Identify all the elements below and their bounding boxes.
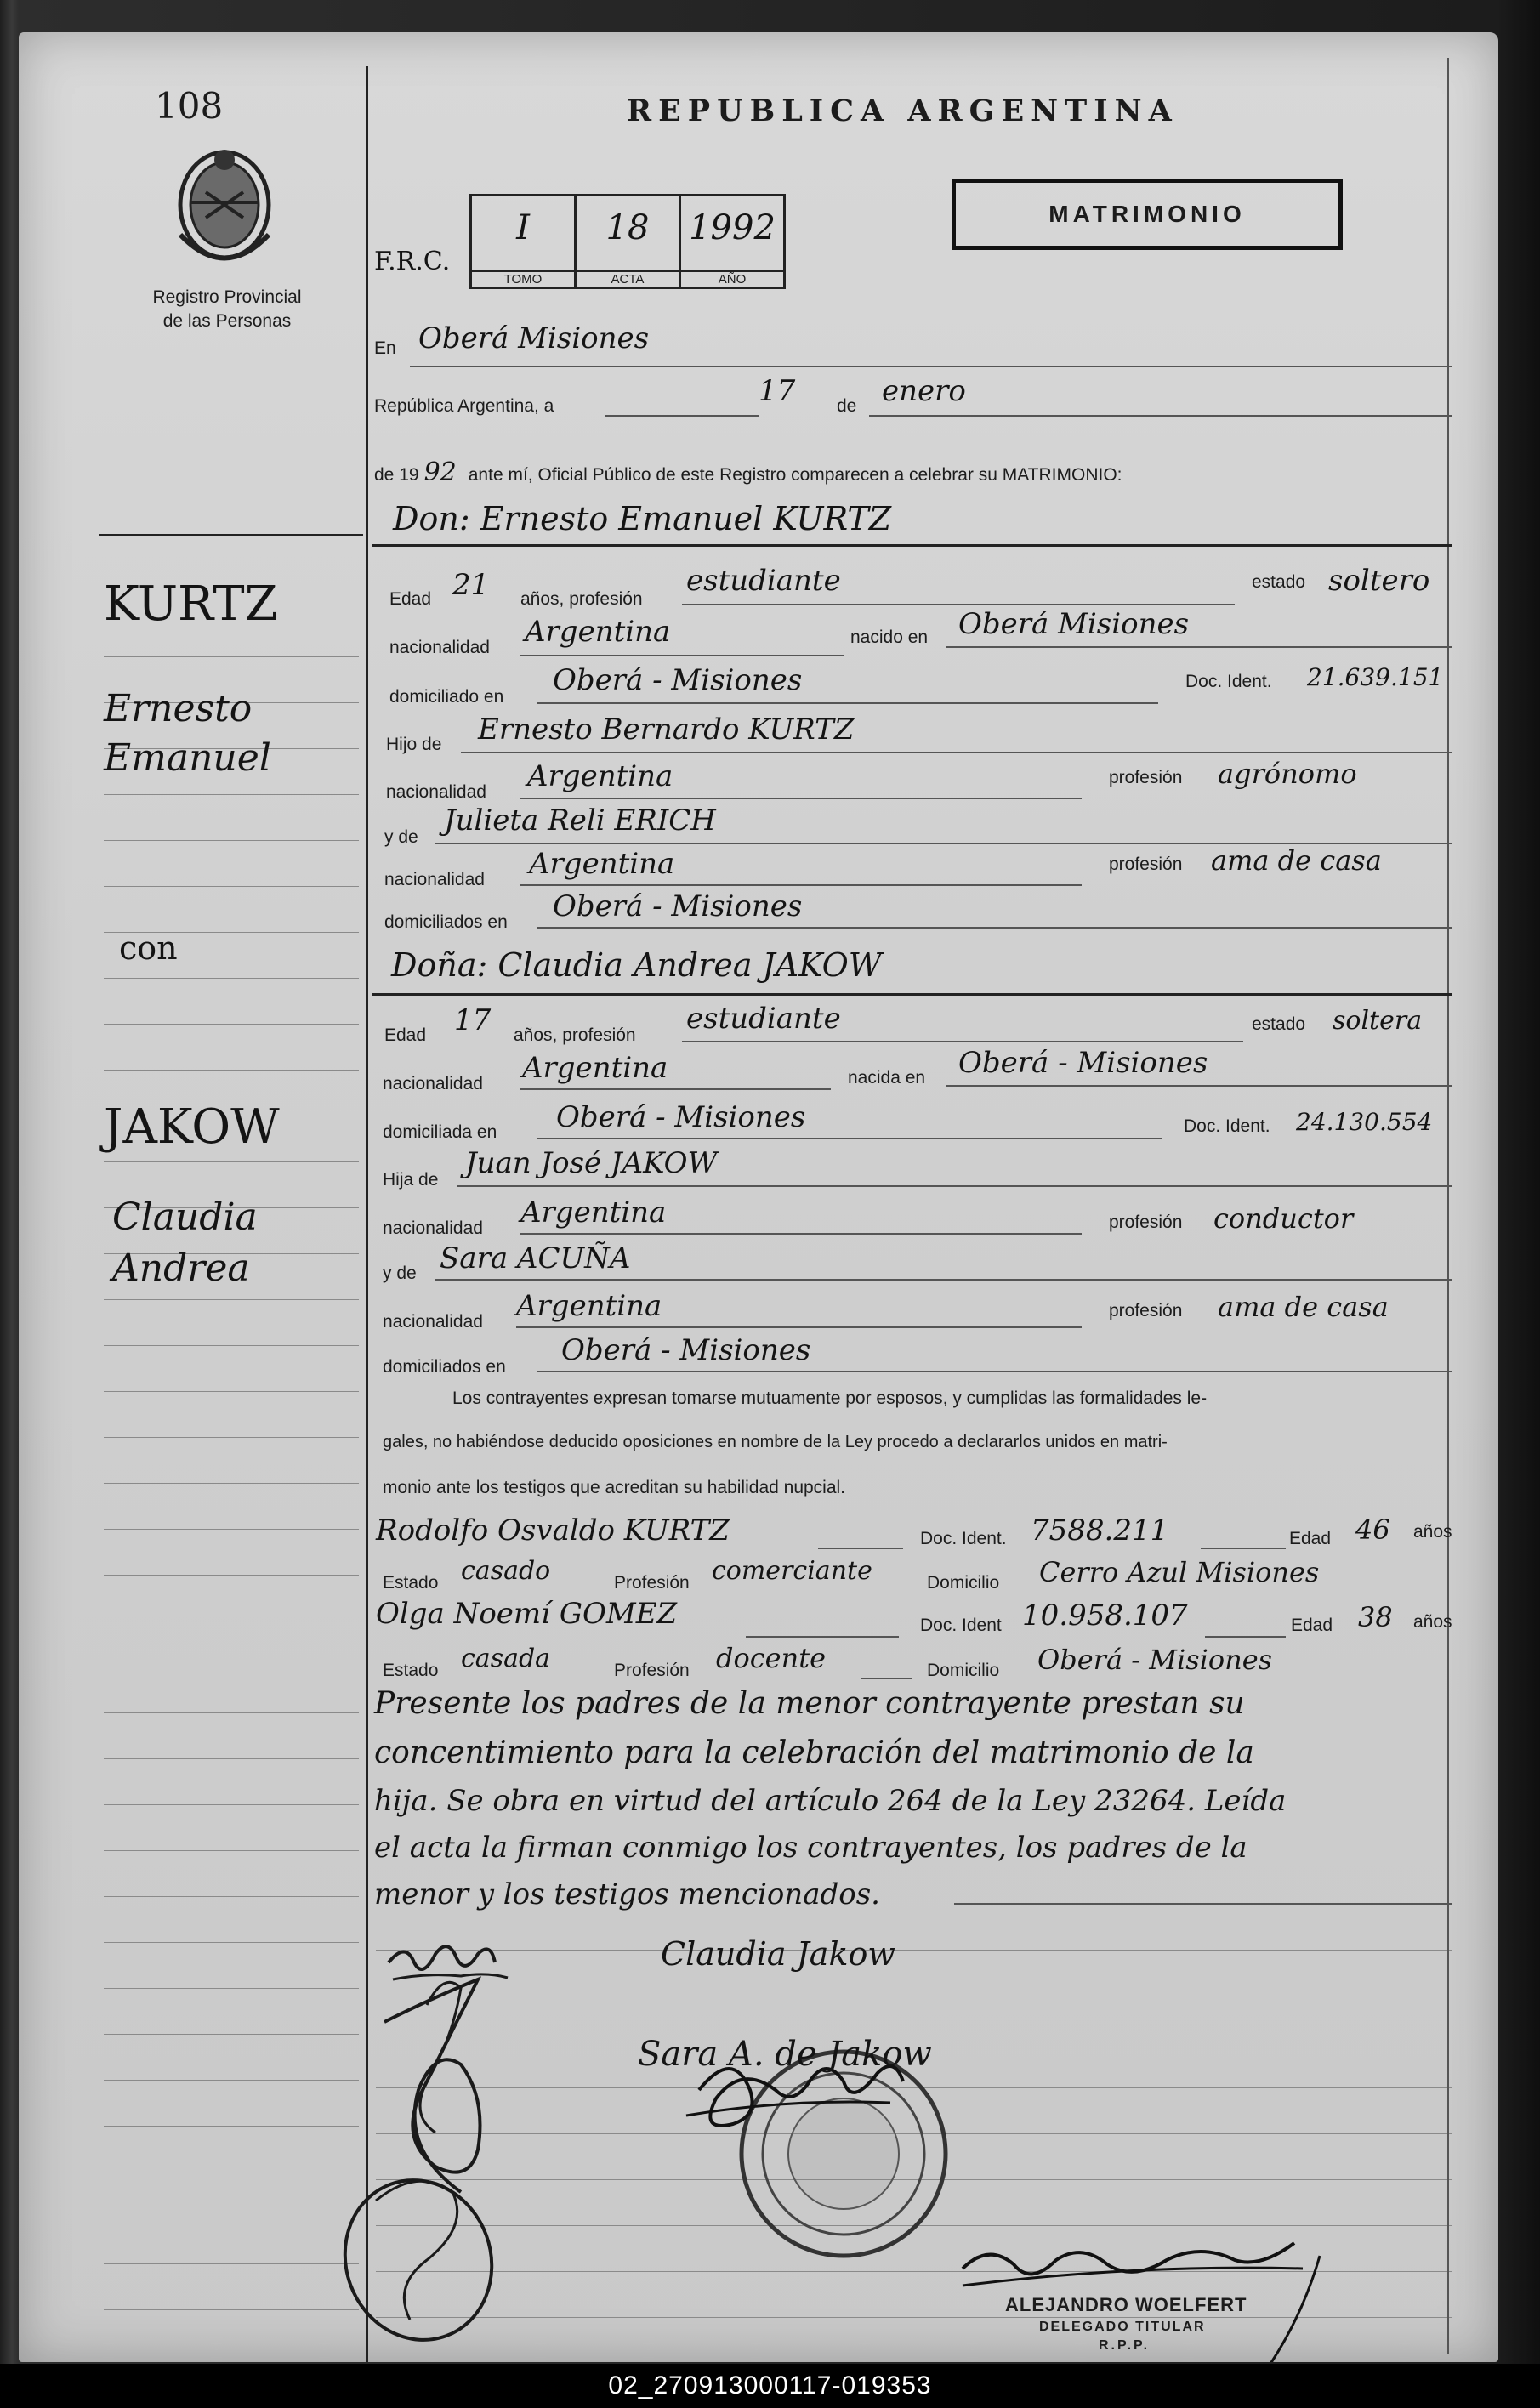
witness1-edad: 46 (1355, 1514, 1390, 1546)
tomo-label: TOMO (472, 270, 574, 287)
margin-bride-given-2: Andrea (112, 1247, 250, 1290)
groom-father-prof: agrónomo (1218, 758, 1357, 790)
observation-end-rule (954, 1903, 1452, 1905)
bride-anos-prof-label: años, profesión (514, 1025, 636, 1045)
bride-profesion: estudiante (686, 1002, 841, 1036)
bride-dom-label: domiciliada en (383, 1122, 497, 1142)
witness2-edad-label: Edad (1291, 1616, 1333, 1635)
margin-ruled-line (104, 1345, 359, 1346)
bride-parents-dom: Oberá - Misiones (561, 1333, 811, 1367)
margin-con: con (119, 929, 178, 967)
margin-ruled-line (104, 794, 359, 795)
bride-nac-label: nacionalidad (383, 1074, 483, 1093)
groom-father-rule (461, 752, 1452, 753)
margin-ruled-line (104, 978, 359, 979)
bride-edad: 17 (454, 1003, 492, 1037)
month-value: enero (882, 374, 966, 408)
groom-father-prof-label: profesión (1109, 768, 1183, 787)
republica-rule (605, 415, 759, 417)
bride-father-nac: Argentina (520, 1195, 667, 1230)
acta-label: ACTA (577, 270, 679, 287)
groom-name-rule (372, 544, 1452, 547)
bride-mother-nac-rule (516, 1326, 1082, 1328)
observation-line-2: concentimiento para la celebración del matrimonio de la (374, 1735, 1254, 1770)
groom-parents-dom-label: domiciliados en (384, 912, 508, 932)
margin-ruled-line (104, 1712, 359, 1713)
coat-of-arms-icon (172, 133, 278, 281)
margin-ruled-line (104, 1070, 359, 1071)
groom-father-nac-rule (520, 798, 1082, 799)
witness1-doc-label: Doc. Ident. (920, 1529, 1007, 1548)
margin-bride-given-1: Claudia (112, 1195, 258, 1239)
bride-nacionalidad: Argentina (522, 1051, 668, 1085)
signature-sara: Sara A. de Jakow (638, 2035, 932, 2074)
margin-ruled-line (104, 656, 359, 657)
place-value: Oberá Misiones (418, 321, 650, 355)
margin-ruled-line (104, 1942, 359, 1943)
margin-ruled-line (104, 1161, 359, 1162)
groom-nacionalidad: Argentina (525, 615, 671, 649)
margin-ruled-line (104, 840, 359, 841)
groom-doc: 21.639.151 (1307, 663, 1444, 691)
en-label: En (374, 338, 396, 358)
year-suffix: 92 (423, 457, 457, 487)
official-title-2: R.P.P. (1099, 2338, 1151, 2353)
bride-nacida-label: nacida en (848, 1068, 926, 1088)
margin-ruled-line (104, 2080, 359, 2081)
de-year-label: de 19 (374, 465, 419, 485)
bride-father-nac-rule (520, 1233, 1082, 1235)
groom-mother-nac-rule (520, 884, 1082, 886)
groom-parents-dom-rule (537, 927, 1452, 929)
bride-name-rule (372, 993, 1452, 996)
groom-mother-nac-label: nacionalidad (384, 870, 485, 889)
bride-father: Juan José JAKOW (465, 1146, 718, 1180)
office-line-1: Registro Provincial (152, 287, 302, 307)
groom-mother-nac: Argentina (529, 847, 675, 881)
image-id-label: 02_270913000117-019353 (608, 2371, 932, 2399)
groom-nac-rule (520, 655, 844, 656)
signature-claudia: Claudia Jakow (661, 1935, 895, 1973)
groom-dom-rule (537, 702, 1158, 704)
day-value: 17 (759, 374, 796, 408)
witness2-doc-label: Doc. Ident (920, 1616, 1002, 1635)
witness1-profesion: comerciante (712, 1556, 872, 1586)
bride-doc: 24.130.554 (1296, 1108, 1433, 1136)
groom-hijo-label: Hijo de (386, 735, 442, 754)
margin-ruled-line (104, 1896, 359, 1897)
witness2-name-rule (746, 1636, 899, 1638)
groom-estado-label: estado (1252, 572, 1306, 592)
margin-ruled-line (104, 1758, 359, 1759)
bride-parents-dom-rule (537, 1371, 1452, 1372)
witness1-dom-label: Domicilio (927, 1573, 1000, 1593)
signature-scribbles (342, 1920, 1473, 2362)
observation-line-4: el acta la firman conmigo los contrayentes, los padres de la (374, 1831, 1247, 1865)
bride-estado: soltera (1333, 1006, 1423, 1036)
bride-estado-label: estado (1252, 1014, 1306, 1034)
bride-father-nac-label: nacionalidad (383, 1218, 483, 1238)
bride-father-rule (457, 1185, 1452, 1187)
groom-nacido-label: nacido en (850, 628, 929, 647)
bride-mother-nac-label: nacionalidad (383, 1312, 483, 1332)
groom-profesion: estudiante (686, 564, 841, 598)
declaration-line-1: Los contrayentes expresan tomarse mutuamente por esposos, y cumplidas las formalidades le- (452, 1389, 1208, 1408)
witness1-name-rule (818, 1548, 903, 1549)
country-title: REPUBLICA ARGENTINA (627, 94, 1179, 128)
bride-mother-nac: Argentina (516, 1289, 662, 1323)
margin-ruled-line (104, 1391, 359, 1392)
groom-parents-dom: Oberá - Misiones (553, 889, 803, 923)
margin-ruled-line (104, 1988, 359, 1989)
witness2-prof-label: Profesión (614, 1661, 690, 1680)
frc-label: F.R.C. (374, 247, 451, 276)
observation-line-1: Presente los padres de la menor contrayente prestan su (374, 1686, 1245, 1721)
witness1-doc: 7588.211 (1031, 1514, 1169, 1548)
declaration-line-2: gales, no habiéndose deducido oposiciones en nombre de la Ley procedo a declararlos unidos en matri- (383, 1433, 1168, 1451)
witness2-estado: casada (461, 1644, 551, 1673)
groom-yde-label: y de (384, 827, 418, 847)
bride-parents-dom-label: domiciliados en (383, 1357, 506, 1377)
groom-estado: soltero (1328, 564, 1430, 598)
margin-ruled-line (104, 886, 359, 887)
bride-mother-prof: ama de casa (1218, 1291, 1389, 1323)
groom-edad: 21 (452, 568, 490, 602)
margin-groom-given-2: Emanuel (104, 736, 271, 780)
witness2-prof-rule (861, 1678, 912, 1679)
margin-ruled-line (104, 2263, 359, 2264)
groom-doc-label: Doc. Ident. (1185, 672, 1272, 691)
acta-cell (577, 196, 681, 287)
bride-father-prof-label: profesión (1109, 1213, 1183, 1232)
margin-ruled-line (104, 2034, 359, 2035)
witness1-edad-label: Edad (1289, 1529, 1332, 1548)
register-page (19, 32, 1498, 2362)
bride-yde-label: y de (383, 1264, 417, 1283)
groom-nacido-en: Oberá Misiones (958, 607, 1190, 641)
margin-groom-given-1: Ernesto (104, 687, 253, 730)
margin-ruled-line (104, 1024, 359, 1025)
witness2-anos-label: años (1413, 1612, 1452, 1632)
witness1-estado: casado (461, 1556, 551, 1586)
bride-dom-rule (537, 1138, 1162, 1139)
margin-ruled-line (104, 1529, 359, 1530)
groom-nac-label: nacionalidad (389, 638, 490, 657)
witness1-name: Rodolfo Osvaldo KURTZ (376, 1514, 730, 1548)
groom-domicilio: Oberá - Misiones (553, 663, 803, 697)
intro-line (374, 457, 1122, 487)
ano-cell (681, 196, 783, 287)
bride-nacida-en: Oberá - Misiones (958, 1046, 1208, 1080)
witness2-edad: 38 (1358, 1601, 1393, 1633)
witness2-doc-rule (1205, 1636, 1286, 1638)
margin-ruled-line (104, 1437, 359, 1438)
margin-ruled-line (104, 1483, 359, 1484)
acta-value: 18 (605, 208, 650, 247)
groom-nacido-rule (946, 646, 1452, 648)
groom-anos-prof-label: años, profesión (520, 589, 643, 609)
intro-text: ante mí, Oficial Público de este Registro comparecen a celebrar su MATRIMONIO: (468, 465, 1122, 485)
witness2-name: Olga Noemí GOMEZ (376, 1597, 678, 1631)
witness1-domicilio: Cerro Azul Misiones (1039, 1556, 1320, 1588)
bride-prof-rule (682, 1041, 1243, 1042)
margin-ruled-line (104, 1804, 359, 1805)
folio-number: 108 (155, 85, 224, 127)
margin-divider (99, 534, 363, 536)
month-rule (869, 415, 1452, 417)
place-rule (410, 366, 1452, 367)
bride-nacida-rule (946, 1085, 1452, 1087)
margin-ruled-line (104, 2126, 359, 2127)
bride-mother-rule (435, 1279, 1452, 1281)
witness2-profesion: docente (716, 1642, 827, 1674)
groom-prof-rule (682, 604, 1235, 605)
witness2-domicilio: Oberá - Misiones (1037, 1644, 1273, 1676)
groom-father-nac-label: nacionalidad (386, 782, 486, 802)
declaration-line-3: monio ante los testigos que acreditan su habilidad nupcial. (383, 1478, 846, 1497)
registry-office-label (99, 286, 355, 333)
witness2-doc: 10.958.107 (1022, 1599, 1188, 1633)
observation-line-5: menor y los testigos mencionados. (374, 1877, 880, 1911)
witness2-dom-label: Domicilio (927, 1661, 1000, 1680)
de-label: de (837, 396, 857, 416)
bride-mother-prof-label: profesión (1109, 1301, 1183, 1320)
groom-mother-prof-label: profesión (1109, 855, 1183, 874)
bride-edad-label: Edad (384, 1025, 427, 1045)
doc-type-label: MATRIMONIO (1048, 201, 1246, 227)
official-title-1: DELEGADO TITULAR (1039, 2320, 1206, 2334)
tomo-value: I (516, 208, 530, 247)
groom-mother-prof: ama de casa (1211, 844, 1382, 877)
groom-dom-label: domiciliado en (389, 687, 504, 707)
groom-father: Ernesto Bernardo KURTZ (478, 713, 855, 747)
groom-edad-label: Edad (389, 589, 432, 609)
ano-label: AÑO (681, 270, 783, 287)
margin-ruled-line (104, 1299, 359, 1300)
observation-line-3: hija. Se obra en virtud del artículo 264 de la Ley 23264. Leída (374, 1784, 1287, 1818)
margin-ruled-line (104, 1850, 359, 1851)
groom-father-nac: Argentina (527, 759, 673, 793)
ano-value: 1992 (689, 208, 776, 247)
groom-name-line: Don: Ernesto Emanuel KURTZ (393, 500, 892, 537)
bride-name-line: Doña: Claudia Andrea JAKOW (391, 946, 882, 984)
bride-domicilio: Oberá - Misiones (556, 1100, 806, 1134)
witness1-anos-label: años (1413, 1522, 1452, 1542)
witness1-doc-rule (1201, 1548, 1286, 1549)
bride-nac-rule (520, 1088, 831, 1090)
margin-ruled-line (104, 1575, 359, 1576)
bride-mother: Sara ACUÑA (440, 1241, 631, 1275)
margin-ruled-line (104, 2309, 359, 2310)
witness1-estado-label: Estado (383, 1573, 439, 1593)
bride-hija-label: Hija de (383, 1170, 439, 1190)
groom-mother: Julieta Reli ERICH (444, 804, 716, 838)
margin-bride-surname: JAKOW (104, 1099, 280, 1155)
witness2-estado-label: Estado (383, 1661, 439, 1680)
bride-father-prof: conductor (1213, 1202, 1354, 1235)
bride-doc-label: Doc. Ident. (1184, 1116, 1270, 1136)
office-line-2: de las Personas (162, 311, 292, 331)
tomo-cell (472, 196, 577, 287)
tomo-acta-ano-box (469, 194, 786, 289)
republica-label: República Argentina, a (374, 396, 554, 416)
witness1-prof-label: Profesión (614, 1573, 690, 1593)
official-name: ALEJANDRO WOELFERT (1005, 2294, 1247, 2315)
margin-groom-surname: KURTZ (104, 576, 278, 632)
doc-type-box (952, 179, 1343, 250)
